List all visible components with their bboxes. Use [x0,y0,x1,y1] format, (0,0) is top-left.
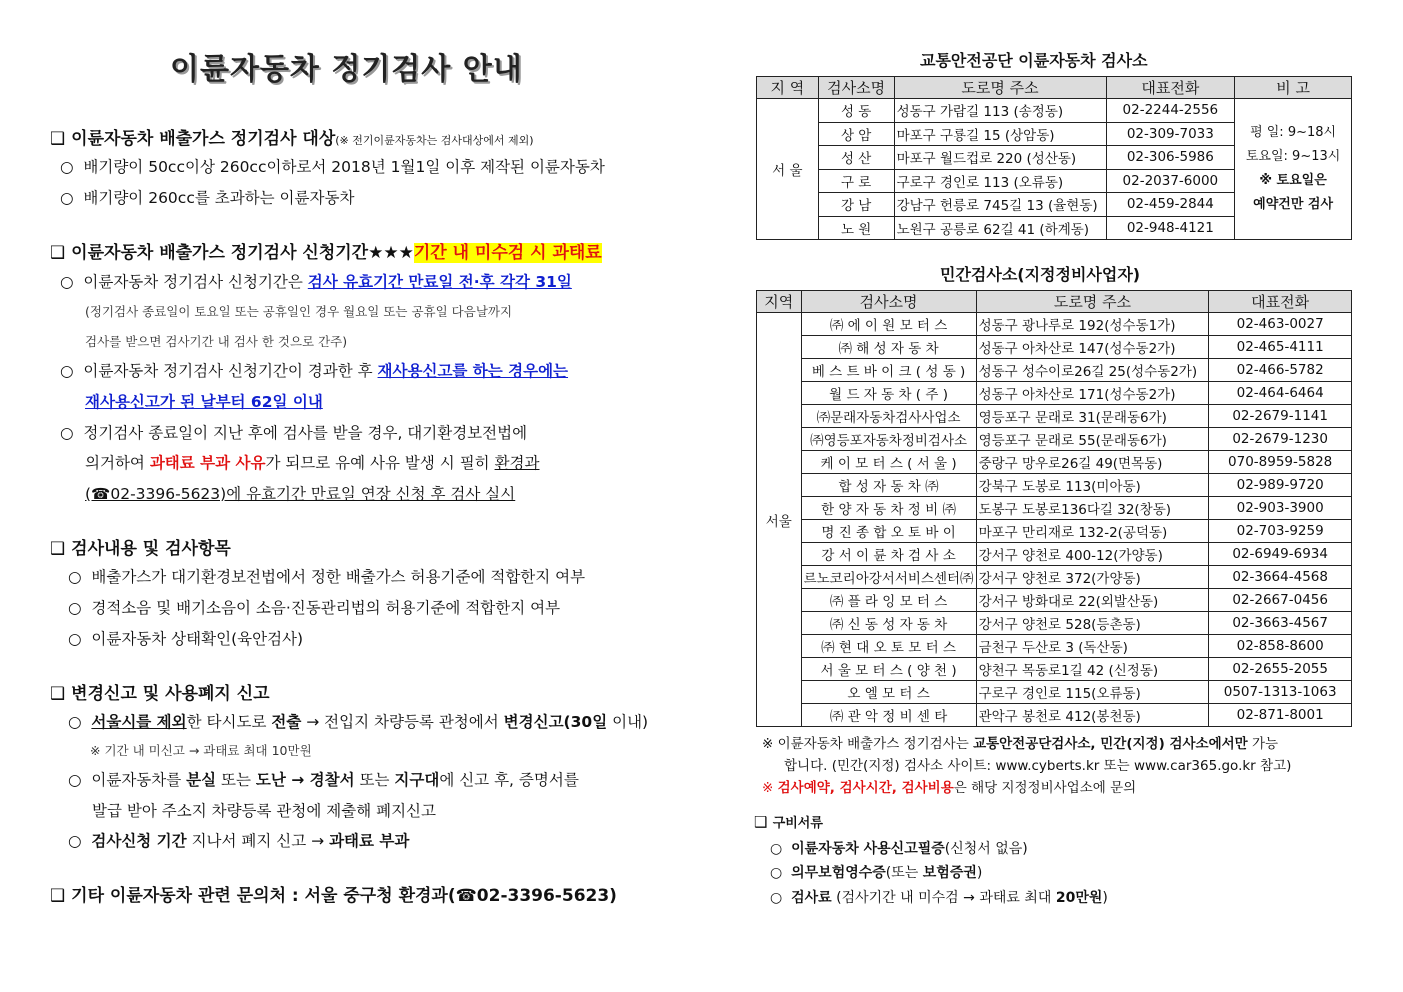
cell: ㈜문래자동차검사사업소 [801,405,976,428]
list-item-text: 배기량이 50cc이상 260cc이하로서 2018년 1월1일 이후 제작된 이륜자동차 [83,158,605,176]
text: 과태료 부과 [329,832,410,850]
table-header-row [757,77,1352,99]
contact-text: 기타 이륜자동차 관련 문의처 : 서울 중구청 환경과(☎02-3396-5623) [71,886,617,906]
cell: 베 스 트 바 이 크 ( 성 동 ) [801,359,976,382]
cell: 02-466-5782 [1209,359,1352,382]
cell: 마포구 월드컵로 220 (성산동) [894,146,1106,170]
cell: 구 로 [818,169,894,193]
cell: 노원구 공릉로 62길 41 (하계동) [894,216,1106,240]
cell: 중랑구 망우로26길 49(면목동) [976,451,1209,474]
checkbox-square-icon: ❑ [50,684,66,704]
circle-bullet-icon: ○ [68,599,82,617]
text: (또는 [885,865,923,881]
cell: 성동구 성수이로26길 25(성수동2가) [976,359,1209,382]
private-station-table [756,290,1352,727]
cell: 070-8959-5828 [1209,451,1352,474]
circle-bullet-icon: ○ [60,424,74,442]
checkbox-square-icon: ❑ [50,243,66,263]
penalty-line2 [85,451,540,473]
private-table-body [757,313,1352,727]
text: 전출 [271,713,302,731]
period-note-line1: (정기검사 종료일이 토요일 또는 공휴일인 경우 월요일 또는 공휴일 다음날까지 [85,304,513,319]
cell: 명 진 종 합 오 토 바 이 [801,520,976,543]
section-report-heading [50,679,270,704]
cell: 강서구 방화대로 22(외발산동) [976,589,1209,612]
text: ) [1102,890,1108,906]
cell: 케 이 모 터 스 ( 서 울 ) [801,451,976,474]
cell: 강서구 양천로 400-12(가양동) [976,543,1209,566]
reuse-emphasis-2: 재사용신고가 된 날부터 62일 이내 [85,393,323,411]
list-item-text: 정기검사 종료일이 지난 후에 검사를 받을 경우, 대기환경보전법에 [83,424,528,442]
table-row [757,635,1352,658]
circle-bullet-icon: ○ [68,713,82,731]
col-header: 지 역 [757,77,819,99]
list-item-text: 경적소음 및 배기소음이 소음·진동관리법의 허용기준에 적합한지 여부 [91,599,561,617]
table-row [757,428,1352,451]
cell: 강 서 이 륜 차 검 사 소 [801,543,976,566]
cell: 오 엘 모 터 스 [801,681,976,704]
docs-heading [754,812,823,831]
text: 교통안전공단검사소, 민간(지정) 검사소에서만 [973,736,1248,752]
cell: 서 울 모 터 스 ( 양 천 ) [801,658,976,681]
circle-bullet-icon: ○ [60,362,74,380]
col-header: 검사소명 [801,291,976,313]
cell: 영등포구 문래로 55(문래동6가) [976,428,1209,451]
table1-caption: 교통안전공단 이륜자동차 검사소 [920,51,1148,70]
cell: 상 암 [818,122,894,146]
section-period-heading [50,238,602,263]
cell: 성 동 [818,99,894,123]
cell: 02-858-8600 [1209,635,1352,658]
cell: 강남구 헌릉로 745길 13 (율현동) [894,193,1106,217]
cell: 02-948-4121 [1106,216,1235,240]
text: 이내) [607,713,649,731]
cell: 금천구 두산로 3 (독산동) [976,635,1209,658]
penalty-reason: 과태료 부과 사유 [149,454,266,472]
cell: 성동구 아차산로 171(성수동2가) [976,382,1209,405]
text: ※ [762,780,778,796]
cell: ㈜ 에 이 원 모 터 스 [801,313,976,336]
table-row [757,589,1352,612]
checkbox-square-icon: ❑ [50,539,66,559]
circle-bullet-icon: ○ [68,630,82,648]
table-row [757,543,1352,566]
cell: 성 산 [818,146,894,170]
text: 가 되므로 유예 사유 발생 시 필히 [265,454,495,472]
note-1 [762,732,1278,752]
text: 검사예약, 검사시간, 검사비용 [777,780,954,796]
table-row [757,681,1352,704]
circle-bullet-icon: ○ [770,890,783,906]
reuse-line2 [85,390,323,412]
note-1-line2: 합니다. (민간(지정) 검사소 사이트: www.cyberts.kr 또는 www.car365.go.kr 참고) [784,758,1292,774]
cell: 02-6949-6934 [1209,543,1352,566]
section-content-heading [50,534,231,559]
cell: 02-871-8001 [1209,704,1352,727]
text: 도난 [255,771,286,789]
text: 보험증권 [922,865,977,881]
table-row [757,566,1352,589]
page-title: 이륜자동차 정기검사 안내 [170,52,523,87]
cell: ㈜ 관 악 정 비 센 타 [801,704,976,727]
text: 분실 [186,771,217,789]
section-content-title: 검사내용 및 검사항목 [71,539,231,559]
section-period-title: 이륜자동차 배출가스 정기검사 신청기간★★★ [71,243,414,263]
list-item-text: 이륜자동차 상태확인(육안검사) [91,630,304,648]
cell: 강북구 도봉로 113(미아동) [976,474,1209,497]
cell: 02-903-3900 [1209,497,1352,520]
cell: 월 드 자 동 차 ( 주 ) [801,382,976,405]
text: 검사료 [791,890,832,906]
list-item-text: 이륜자동차 정기검사 신청기간은 [83,273,308,291]
list-item [770,862,982,882]
text: → 전입지 차량등록 관청에서 [301,713,504,731]
circle-bullet-icon: ○ [60,273,74,291]
table-row [757,99,1352,123]
circle-bullet-icon: ○ [60,189,74,207]
list-item [68,596,560,618]
cell: 02-2679-1141 [1209,405,1352,428]
cell: 노 원 [818,216,894,240]
period-emphasis: 검사 유효기간 만료일 전·후 각각 31일 [307,273,572,291]
cell: 강 남 [818,193,894,217]
col-header: 도로명 주소 [894,77,1106,99]
text: 은 해당 지정정비사업소에 문의 [953,780,1137,796]
table-row [757,474,1352,497]
table-row [757,382,1352,405]
cell: 0507-1313-1063 [1209,681,1352,704]
text: 20만원 [1055,890,1103,906]
text: → [285,771,310,789]
table-row [757,313,1352,336]
list-item-text: 이륜자동차 정기검사 신청기간이 경과한 후 [83,362,378,380]
col-header: 대표전화 [1106,77,1235,99]
text: 변경신고(30일 [503,713,608,731]
remark-line: 예약건만 검사 [1253,197,1334,212]
cell: 02-459-2844 [1106,193,1235,217]
checkbox-square-icon: ❑ [50,129,66,149]
table-row [757,497,1352,520]
text: 이륜자동차를 [91,771,187,789]
list-item [68,710,648,732]
section-target-title: 이륜자동차 배출가스 정기검사 대상 [71,129,336,149]
cell: 강서구 양천로 372(가양동) [976,566,1209,589]
section-report-title: 변경신고 및 사용폐지 신고 [71,684,270,704]
cell: 성동구 광나루로 192(성수동1가) [976,313,1209,336]
text: 이륜자동차 사용신고필증 [791,841,945,857]
cell: 도봉구 도봉로136다길 32(창동) [976,497,1209,520]
penalty-line3: (☎02-3396-5623)에 유효기간 만료일 연장 신청 후 검사 실시 [85,485,516,503]
circle-bullet-icon: ○ [770,865,783,881]
cell: 구로구 경인로 115(오류동) [976,681,1209,704]
circle-bullet-icon: ○ [68,568,82,586]
report-line2: 발급 받아 주소지 차량등록 관청에 제출해 폐지신고 [92,802,436,820]
cell: 관악구 봉천로 412(봉천동) [976,704,1209,727]
section-contact-heading [50,881,617,906]
reuse-emphasis: 재사용신고를 하는 경우에는 [377,362,569,380]
text: 또는 [216,771,256,789]
penalty-highlight: 기간 내 미수검 시 과태료 [413,243,602,263]
note-2 [762,776,1136,796]
text: 경찰서 [309,771,355,789]
section-target-heading [50,124,534,149]
cell: 성동구 가람길 113 (송정동) [894,99,1106,123]
col-header: 대표전화 [1209,291,1352,313]
cell: 02-306-5986 [1106,146,1235,170]
remark-cell [1235,99,1352,240]
list-item [60,155,605,177]
docs-title: 구비서류 [772,816,823,831]
cell: 02-465-4111 [1209,336,1352,359]
cell: 마포구 만리재로 132-2(공덕동) [976,520,1209,543]
cell: 02-464-6464 [1209,382,1352,405]
col-header: 지역 [757,291,802,313]
section-target-note: (※ 전기이륜자동차는 검사대상에서 제외) [335,134,534,147]
cell: 02-463-0027 [1209,313,1352,336]
text: (신청서 없음) [944,841,1028,857]
table-row [757,405,1352,428]
col-header: 도로명 주소 [976,291,1209,313]
cell: ㈜ 신 동 성 자 동 차 [801,612,976,635]
cell: 02-3664-4568 [1209,566,1352,589]
cell: 영등포구 문래로 31(문래동6가) [976,405,1209,428]
text: 지나서 폐지 신고 → [186,832,330,850]
table-row [757,704,1352,727]
table-row [757,612,1352,635]
env-dept-text: 환경과 [494,454,540,472]
cell: 02-2667-0456 [1209,589,1352,612]
list-item [60,421,527,443]
col-header: 검사소명 [818,77,894,99]
cell: 02-2679-1230 [1209,428,1352,451]
text: ) [976,865,983,881]
circle-bullet-icon: ○ [68,771,82,789]
table-row [757,359,1352,382]
list-item [770,838,1028,858]
text: 또는 [354,771,395,789]
region-cell: 서울 [757,313,802,727]
public-station-table [756,76,1352,240]
cell: 02-703-9259 [1209,520,1352,543]
cell: 르노코리아강서서비스센터㈜ [801,566,976,589]
region-cell: 서 울 [757,99,819,240]
cell: 구로구 경인로 113 (오류동) [894,169,1106,193]
report-note: ※ 기간 내 미신고 → 과태료 최대 10만원 [90,743,312,758]
list-item [68,565,585,587]
text: ※ 이륜자동차 배출가스 정기검사는 [762,736,974,752]
cell: 마포구 구룡길 15 (상암동) [894,122,1106,146]
cell: 합 성 자 동 차 ㈜ [801,474,976,497]
text: 서울시를 제외 [91,713,187,731]
circle-bullet-icon: ○ [770,841,783,857]
list-item [60,186,354,208]
table-header-row [757,291,1352,313]
table-row [757,451,1352,474]
table-row [757,658,1352,681]
checkbox-square-icon: ❑ [50,886,66,906]
cell: ㈜ 해 성 자 동 차 [801,336,976,359]
list-item-text: 배기량이 260cc를 초과하는 이륜자동차 [83,189,355,207]
text: 한 타시도로 [186,713,272,731]
table-row [757,520,1352,543]
period-note-line2: 검사를 받으면 검사기간 내 검사 한 것으로 간주) [85,334,348,349]
text: 지구대 [394,771,440,789]
table2-caption: 민간검사소(지정정비사업자) [940,265,1141,284]
cell: 02-2655-2055 [1209,658,1352,681]
cell: ㈜ 현 대 오 토 모 터 스 [801,635,976,658]
cell: 한 양 자 동 차 정 비 ㈜ [801,497,976,520]
cell: 강서구 양천로 528(등촌동) [976,612,1209,635]
cell: 02-989-9720 [1209,474,1352,497]
list-item [770,887,1108,907]
cell: 02-2244-2556 [1106,99,1235,123]
cell: 02-3663-4567 [1209,612,1352,635]
text: (검사기간 내 미수검 → 과태료 최대 [831,890,1056,906]
list-item [68,829,409,851]
text: 의거하여 [85,454,150,472]
list-item [68,768,579,790]
text: 검사신청 기간 [91,832,187,850]
text: 가능 [1247,736,1279,752]
remark-line: ※ 토요일은 [1259,173,1327,188]
text: 에 신고 후, 증명서를 [439,771,579,789]
list-item-text: 배출가스가 대기환경보전법에서 정한 배출가스 허용기준에 적합한지 여부 [91,568,586,586]
cell: 성동구 아차산로 147(성수동2가) [976,336,1209,359]
table-row [757,336,1352,359]
remark-line: 평 일: 9~18시 [1250,125,1337,140]
cell: 02-2037-6000 [1106,169,1235,193]
circle-bullet-icon: ○ [68,832,82,850]
list-item [60,270,572,292]
list-item [60,359,568,381]
cell: 02-309-7033 [1106,122,1235,146]
text: 의무보험영수증 [791,865,886,881]
list-item [68,627,303,649]
cell: ㈜영등포자동차정비검사소 [801,428,976,451]
col-header: 비 고 [1235,77,1352,99]
cell: 양천구 목동로1길 42 (신정동) [976,658,1209,681]
checkbox-square-icon: ❑ [754,813,768,831]
circle-bullet-icon: ○ [60,158,74,176]
cell: ㈜ 플 라 잉 모 터 스 [801,589,976,612]
remark-line: 토요일: 9~13시 [1245,149,1341,164]
